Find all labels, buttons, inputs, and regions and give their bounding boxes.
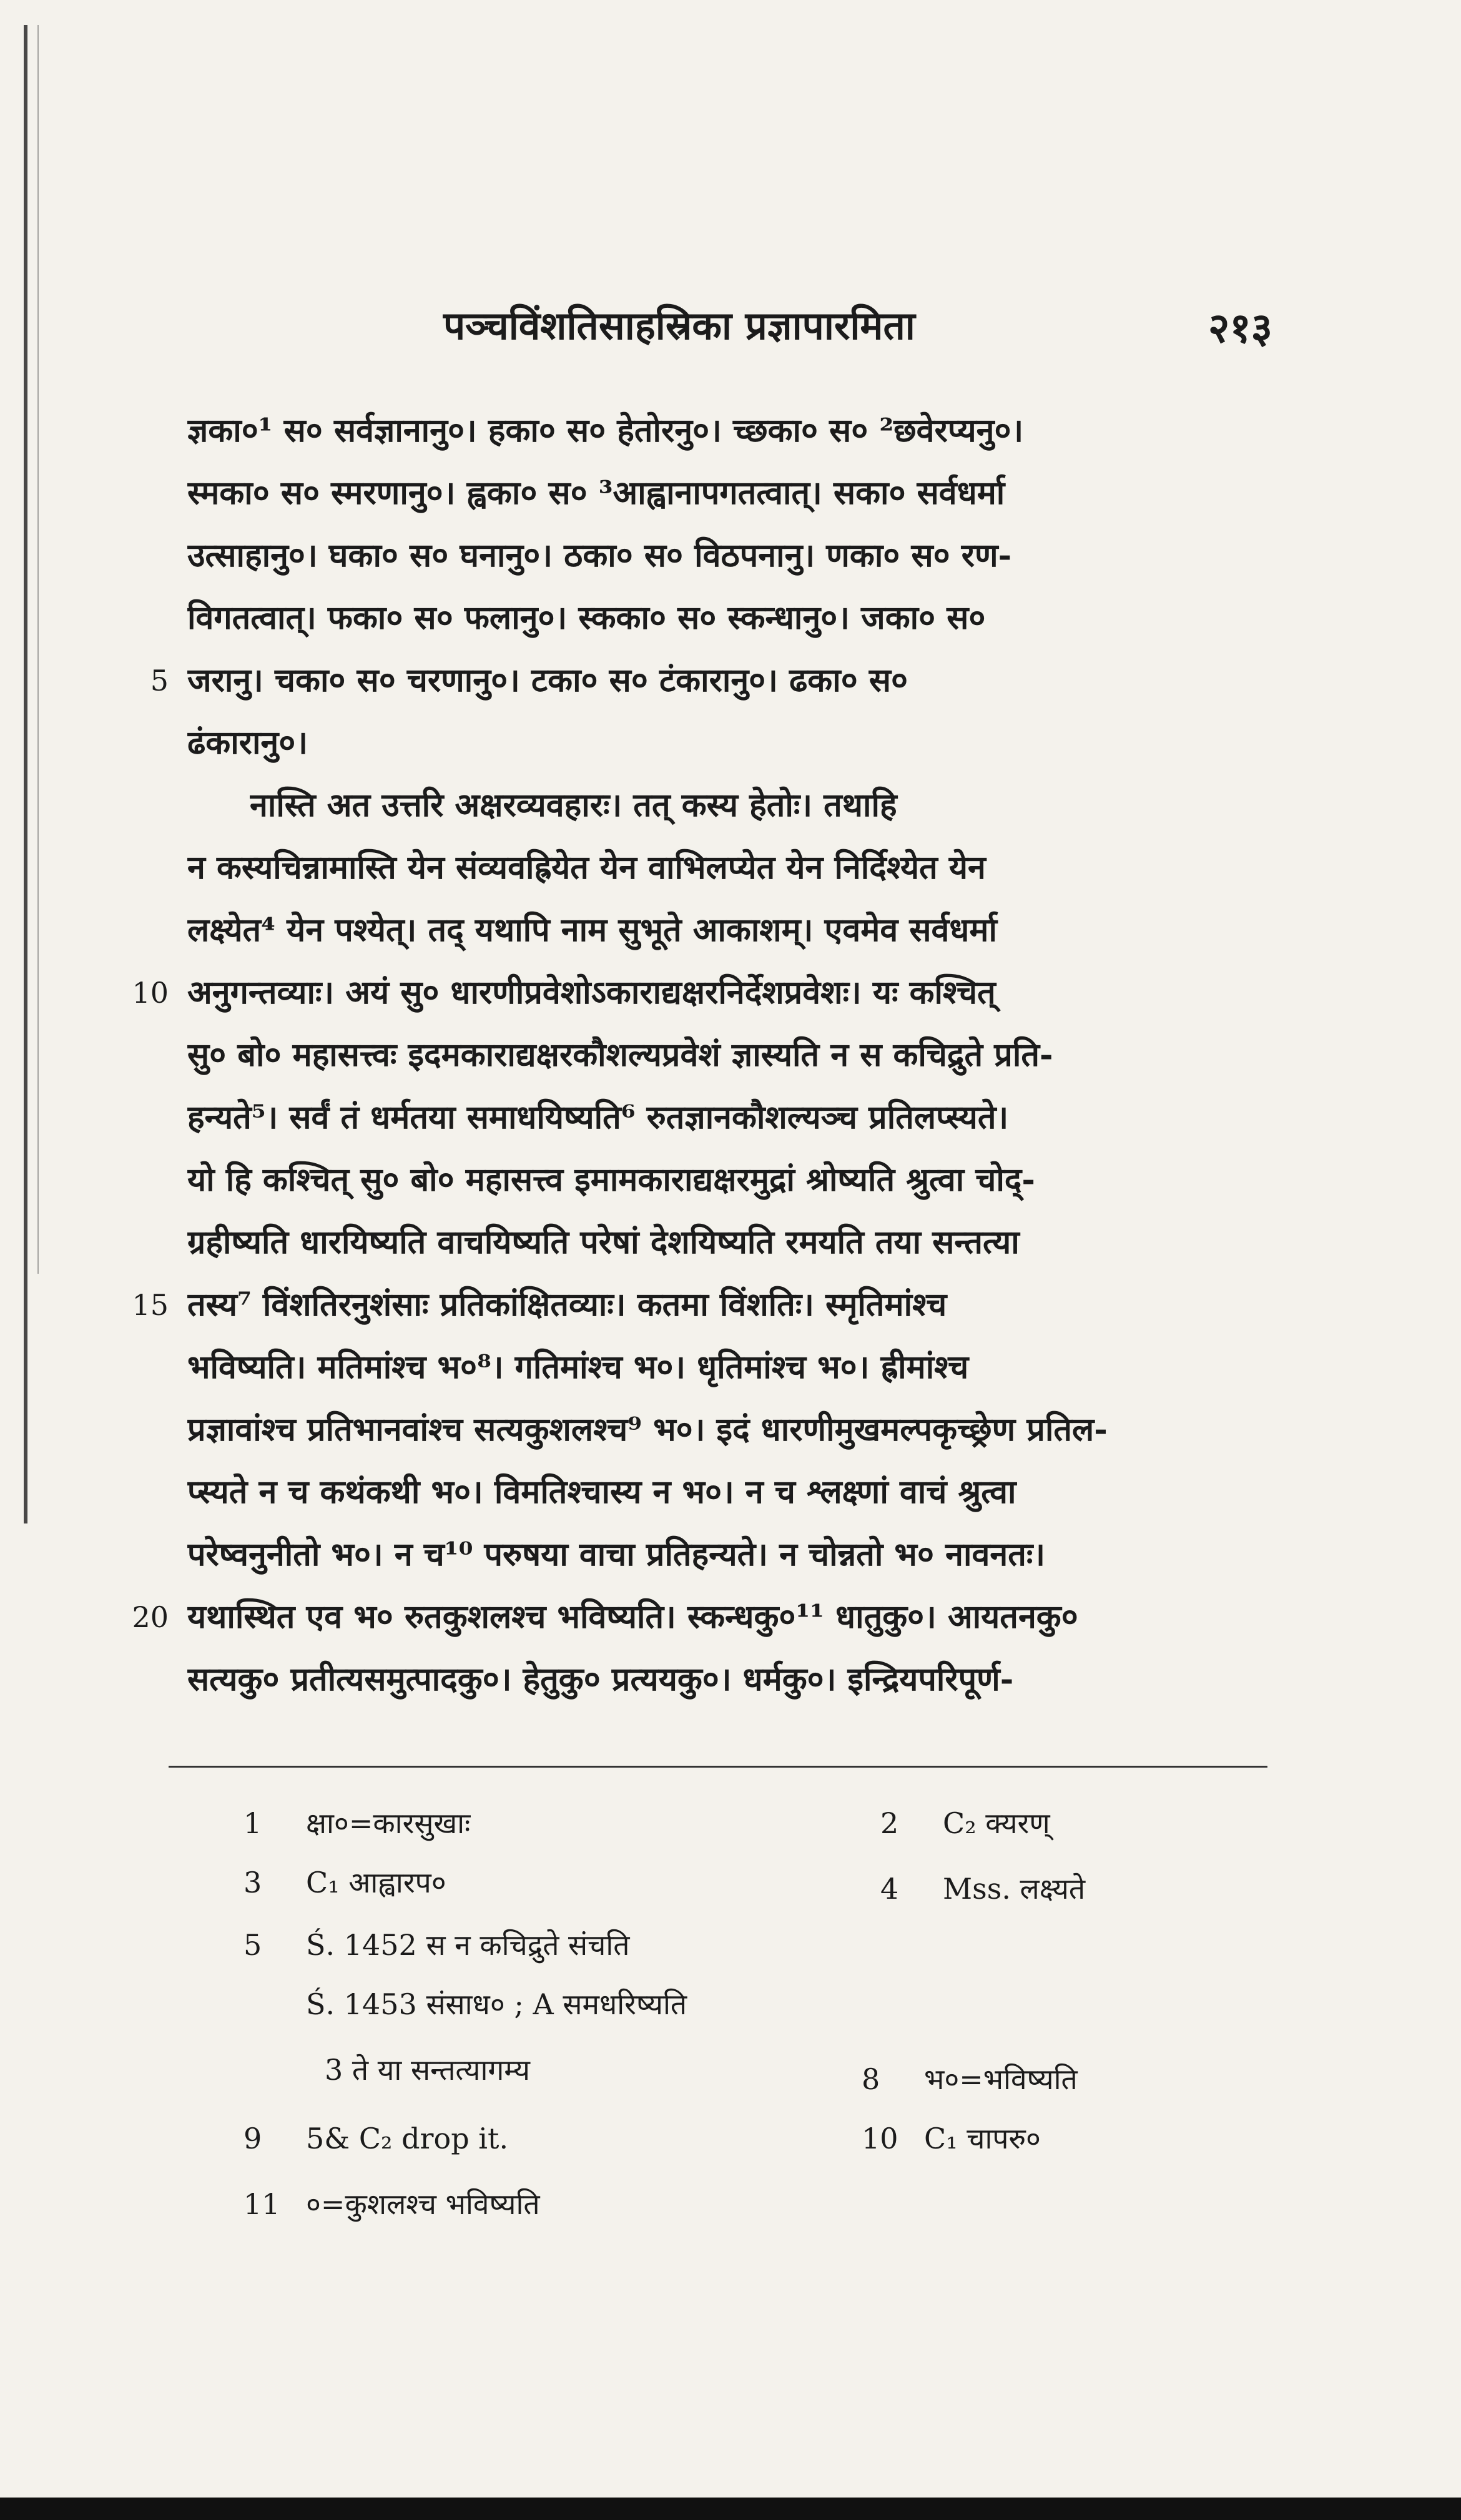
footnote: 3 C₁ आह्वारप० xyxy=(244,1866,446,1899)
line-number xyxy=(106,587,169,649)
footnote: 8 भ०=भविष्यति xyxy=(862,2062,1078,2096)
text-line: विगतत्वात्। फका० स० फलानु०। स्कका० स० स्कन्धानु०। जका० स० xyxy=(187,599,986,637)
line-number: 10 xyxy=(132,976,169,1010)
text-line: प्स्यते न च कथंकथी भ०। विमतिश्चास्य न भ०। न च श्लक्ष्णां वाचं श्रुत्वा xyxy=(187,1473,1016,1511)
footnote: 11 ०=कुशलश्च भविष्यति xyxy=(244,2187,540,2221)
line-number xyxy=(106,400,169,462)
text-line: ज्ञका०¹ स० सर्वज्ञानानु०। हका० स० हेतोरनु०। च्छका० स० ²छवेरप्यनु०। xyxy=(187,411,1024,450)
line-number xyxy=(106,1086,169,1149)
text-line: परेष्वनुनीतो भ०। न च¹⁰ परुषया वाचा प्रतिहन्यते। न चोन्नतो भ० नावनतः। xyxy=(187,1535,1046,1573)
line-number xyxy=(106,1648,169,1711)
text-line: जरानु। चका० स० चरणानु०। टका० स० टंकारानु०। ढका० स० xyxy=(187,661,908,699)
text-line: तस्य⁷ विंशतिरनुशंसाः प्रतिकांक्षितव्याः। कतमा विंशतिः। स्मृतिमांश्च xyxy=(187,1286,947,1324)
text-line: न कस्यचिन्नामास्ति येन संव्यवह्रियेत येन वाभिलप्येत येन निर्दिश्येत येन xyxy=(187,849,986,887)
line-number xyxy=(106,462,169,524)
text-line: भविष्यति। मतिमांश्च भ०⁸। गतिमांश्च भ०। धृतिमांश्च भ०। ह्रीमांश्च xyxy=(187,1348,969,1386)
line-number: 20 xyxy=(132,1600,169,1634)
line-number xyxy=(106,899,169,962)
scan-bottom-edge xyxy=(0,2498,1461,2520)
text-line: नास्ति अत उत्तरि अक्षरव्यवहारः। तत् कस्य हेतोः। तथाहि xyxy=(250,786,897,824)
text-line: यो हि कश्चित् सु० बो० महासत्त्व इमामकाराद्यक्षरमुद्रां श्रोष्यति श्रुत्वा चोद्- xyxy=(187,1161,1035,1199)
text-line: प्रज्ञावांश्च प्रतिभानवांश्च सत्यकुशलश्च⁹ भ०। इदं धारणीमुखमल्पकृच्छ्रेण प्रतिल- xyxy=(187,1410,1108,1449)
page-number: २१३ xyxy=(1208,303,1272,352)
footnote: 2 C₂ क्यरण् xyxy=(880,1806,1050,1840)
line-number: 5 xyxy=(150,664,169,697)
line-number xyxy=(106,712,169,774)
line-number xyxy=(106,1523,169,1586)
footnote-rule xyxy=(169,1766,1267,1768)
text-line: अनुगन्तव्याः। अयं सु० धारणीप्रवेशोऽकाराद्यक्षरनिर्देशप्रवेशः। यः कश्चित् xyxy=(187,973,996,1011)
text-line: सु० बो० महासत्त्वः इदमकाराद्यक्षरकौशल्यप्रवेशं ज्ञास्यति न स कचिद्रुते प्रति- xyxy=(187,1036,1053,1074)
line-number xyxy=(106,1211,169,1274)
line-number xyxy=(106,1461,169,1523)
line-number xyxy=(106,1149,169,1211)
running-title: पञ्चविंशतिसाहस्रिका प्रज्ञापारमिता xyxy=(443,303,915,348)
page-header xyxy=(0,292,1461,361)
footnote: 9 5& C₂ drop it. xyxy=(244,2122,509,2155)
footnote: 4 Mss. लक्ष्यते xyxy=(880,1872,1086,1906)
text-line: लक्ष्येत⁴ येन पश्येत्। तद् यथापि नाम सुभूते आकाशम्। एवमेव सर्वधर्मा xyxy=(187,911,997,949)
binding-shadow xyxy=(37,25,39,1274)
footnote: 3 ते या सन्तत्यागम्य xyxy=(325,2053,530,2087)
line-number xyxy=(106,1024,169,1086)
line-number xyxy=(106,1336,169,1399)
text-line: ढंकारानु०। xyxy=(187,724,308,762)
footnote: 10 C₁ चापरु० xyxy=(862,2122,1041,2155)
line-number xyxy=(106,774,169,837)
text-line: स्मका० स० स्मरणानु०। ह्वका० स० ³आह्वानापगतत्वात्। सका० सर्वधर्मा xyxy=(187,474,1005,512)
line-number xyxy=(106,524,169,587)
text-line: यथास्थित एव भ० रुतकुशलश्च भविष्यति। स्कन्धकु०¹¹ धातुकु०। आयतनकु० xyxy=(187,1598,1078,1636)
line-number: 15 xyxy=(132,1288,169,1322)
text-line: ग्रहीष्यति धारयिष्यति वाचयिष्यति परेषां देशयिष्यति रमयति तया सन्तत्या xyxy=(187,1223,1020,1261)
footnote: 1 क्षा०=कारसुखाः xyxy=(244,1806,471,1840)
text-line: हन्यते⁵। सर्वं तं धर्मतया समाधयिष्यति⁶ रुतज्ञानकौशल्यञ्च प्रतिलप्स्यते। xyxy=(187,1098,1009,1136)
binding-edge xyxy=(24,25,27,1523)
footnote: 5 Ś. 1452 स न कचिद्रुते संचति xyxy=(244,1928,630,1962)
text-line: सत्यकु० प्रतीत्यसमुत्पादकु०। हेतुकु० प्रत्ययकु०। धर्मकु०। इन्द्रियपरिपूर्ण- xyxy=(187,1660,1014,1698)
text-line: उत्साहानु०। घका० स० घनानु०। ठका० स० विठपनानु। णका० स० रण- xyxy=(187,536,1012,574)
footnote: Ś. 1453 संसाध० ; A समधरिष्यति xyxy=(306,1987,687,2021)
line-number xyxy=(106,1399,169,1461)
line-number xyxy=(106,837,169,899)
